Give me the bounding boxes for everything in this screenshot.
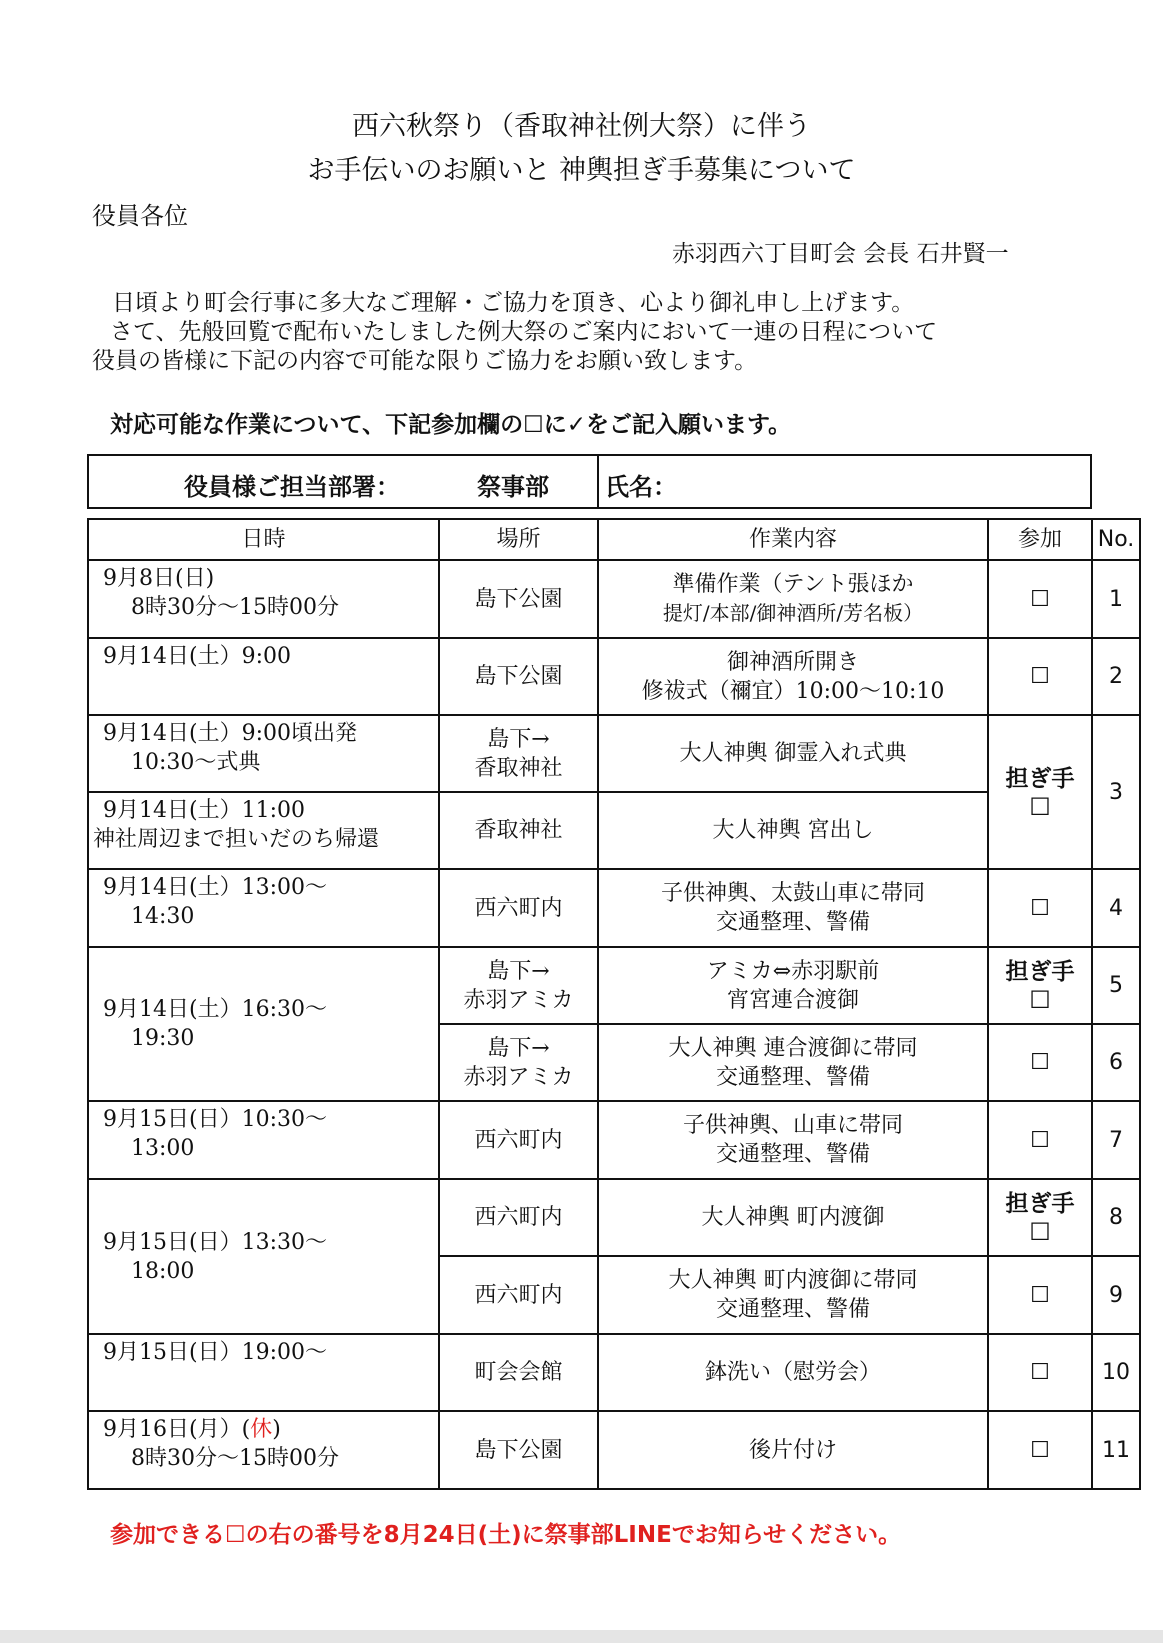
document-subtitle: お手伝いのお願いと 神輿担ぎ手募集について	[307, 155, 856, 186]
row-task: 後片付け	[598, 1411, 988, 1489]
join-checkbox[interactable]: ☐	[988, 1334, 1092, 1411]
row-number: 8	[1092, 1179, 1140, 1256]
dept-value: 祭事部	[477, 473, 549, 501]
row-time: 8時30分～15時00分	[131, 1446, 339, 1471]
assignment-divider	[597, 456, 599, 507]
row-date: 9月15日(日）13:30～	[103, 1229, 327, 1255]
row-place: 西六町内	[439, 1179, 598, 1256]
row-task: 大人神輿 御霊入れ式典	[598, 715, 988, 792]
table-row	[88, 1179, 1140, 1256]
join-checkbox[interactable]: ☐	[988, 869, 1092, 947]
row-date: 9月15日(日）19:00～	[88, 1334, 439, 1411]
row-number: 7	[1092, 1101, 1140, 1179]
bearer-label: 担ぎ手	[1005, 959, 1075, 985]
row-place: 町会会館	[439, 1334, 598, 1411]
row-time: 13:00	[131, 1136, 195, 1161]
join-checkbox[interactable]: ☐	[988, 1411, 1092, 1489]
row-number: 6	[1092, 1024, 1140, 1101]
row-place: 島下公園	[439, 638, 598, 715]
body-line-3: 役員の皆様に下記の内容で可能な限りご協力をお願い致します。	[92, 348, 758, 374]
join-checkbox[interactable]: ☐	[1029, 986, 1051, 1014]
header-datetime: 日時	[88, 519, 439, 560]
join-checkbox[interactable]: ☐	[988, 1101, 1092, 1179]
row-task-detail: 交通整理、警備	[715, 1142, 870, 1167]
instruction: 対応可能な作業について、下記参加欄の☐に✓をご記入願います。	[110, 412, 792, 438]
join-cell-bearer	[988, 1179, 1092, 1256]
row-place: 島下→	[487, 958, 550, 984]
row-place: 島下公園	[439, 560, 598, 638]
row-time: 18:00	[131, 1258, 195, 1284]
join-checkbox[interactable]: ☐	[1029, 1218, 1051, 1246]
row-task: 子供神輿、山車に帯同	[682, 1113, 903, 1138]
table-row	[88, 1334, 1140, 1411]
join-checkbox[interactable]: ☐	[988, 638, 1092, 715]
bearer-label: 担ぎ手	[1005, 1191, 1075, 1217]
table-row	[88, 1411, 1140, 1489]
row-date: 9月8日(日)	[103, 566, 215, 591]
row-time: 8時30分～15時00分	[131, 595, 339, 620]
table-row	[88, 560, 1140, 638]
join-cell-bearer	[988, 715, 1092, 869]
row-number: 9	[1092, 1256, 1140, 1334]
body-line-1: 日頃より町会行事に多大なご理解・ご協力を頂き、心より御礼申し上げます。	[112, 290, 915, 316]
header-join: 参加	[988, 519, 1092, 560]
join-checkbox[interactable]: ☐	[988, 1024, 1092, 1101]
row-task-detail: 提灯/本部/御神酒所/芳名板）	[662, 601, 924, 625]
row-number: 10	[1092, 1334, 1140, 1411]
row-number: 4	[1092, 869, 1140, 947]
row-place-dest: 赤羽アミカ	[463, 987, 574, 1013]
row-number: 11	[1092, 1411, 1140, 1489]
row-task: 大人神輿 宮出し	[598, 792, 988, 869]
join-checkbox[interactable]: ☐	[988, 560, 1092, 638]
footer-note: 参加できる☐の右の番号を8月24日(土)に祭事部LINEでお知らせください。	[110, 1522, 902, 1548]
row-task-detail: 交通整理、警備	[715, 1064, 870, 1090]
row-date-close: )	[272, 1417, 281, 1442]
row-place: 西六町内	[439, 869, 598, 947]
row-date: 9月14日(土）9:00	[88, 638, 439, 715]
row-task-detail: 修祓式（禰宜）10:00～10:10	[641, 678, 945, 704]
dept-label: 役員様ご担当部署：	[184, 473, 400, 501]
row-place: 島下→	[487, 726, 550, 752]
table-header-row	[88, 519, 1140, 560]
table-row	[88, 869, 1140, 947]
table-row	[88, 638, 1140, 715]
row-place: 西六町内	[439, 1101, 598, 1179]
row-number: 3	[1092, 715, 1140, 869]
table-row	[88, 792, 1140, 869]
row-time: 10:30～式典	[131, 750, 261, 775]
body-line-2: さて、先般回覧で配布いたしました例大祭のご案内において一連の日程について	[110, 319, 938, 345]
join-cell-bearer	[988, 947, 1092, 1024]
assignment-box	[87, 454, 1092, 509]
row-place-dest: 赤羽アミカ	[463, 1064, 574, 1090]
row-task: 準備作業（テント張ほか	[672, 572, 914, 597]
join-checkbox[interactable]: ☐	[988, 1256, 1092, 1334]
row-task-detail: 宵宮連合渡御	[726, 987, 859, 1013]
document-title: 西六秋祭り（香取神社例大祭）に伴う	[352, 111, 811, 142]
header-task: 作業内容	[598, 519, 988, 560]
row-date: 9月14日(土）13:00～	[103, 875, 327, 900]
table-row	[88, 715, 1140, 792]
row-task: 大人神輿 連合渡御に帯同	[668, 1035, 918, 1061]
row-date	[103, 1415, 438, 1444]
row-place-dest: 香取神社	[474, 755, 563, 781]
schedule-table	[87, 518, 1141, 1490]
header-no: No.	[1092, 519, 1140, 560]
row-date: 9月14日(土）11:00	[103, 798, 305, 823]
row-task: 子供神輿、太鼓山車に帯同	[660, 881, 925, 906]
bearer-label: 担ぎ手	[1005, 765, 1075, 792]
join-checkbox[interactable]: ☐	[1029, 792, 1051, 821]
row-date: 9月15日(日）10:30～	[103, 1107, 327, 1132]
header-place: 場所	[439, 519, 598, 560]
row-date: 9月14日(土）9:00頃出発	[103, 721, 357, 746]
row-task: 鉢洗い（慰労会）	[598, 1334, 988, 1411]
row-place: 島下→	[487, 1035, 550, 1061]
recipient: 役員各位	[92, 202, 188, 230]
row-task: アミカ⇔赤羽駅前	[706, 958, 880, 984]
name-label: 氏名：	[605, 473, 677, 501]
table-row	[88, 1101, 1140, 1179]
row-task-detail: 交通整理、警備	[715, 910, 870, 935]
row-number: 2	[1092, 638, 1140, 715]
row-number: 1	[1092, 560, 1140, 638]
sender: 赤羽西六丁目町会 会長 石井賢一	[672, 241, 1009, 267]
holiday-mark: 休	[250, 1417, 273, 1442]
row-task: 御神酒所開き	[726, 649, 859, 675]
row-task: 大人神輿 町内渡御	[598, 1179, 988, 1256]
row-time: 19:30	[131, 1026, 195, 1051]
row-time: 14:30	[131, 904, 195, 929]
row-place: 島下公園	[439, 1411, 598, 1489]
row-number: 5	[1092, 947, 1140, 1024]
row-date: 9月14日(土）16:30～	[103, 997, 327, 1022]
table-row	[88, 947, 1140, 1024]
row-task-detail: 交通整理、警備	[715, 1297, 870, 1322]
row-time: 神社周辺まで担いだのち帰還	[93, 827, 380, 852]
row-date-main: 9月16日(月）(	[103, 1417, 251, 1442]
row-place: 西六町内	[439, 1256, 598, 1334]
row-task: 大人神輿 町内渡御に帯同	[668, 1268, 918, 1293]
row-place: 香取神社	[439, 792, 598, 869]
